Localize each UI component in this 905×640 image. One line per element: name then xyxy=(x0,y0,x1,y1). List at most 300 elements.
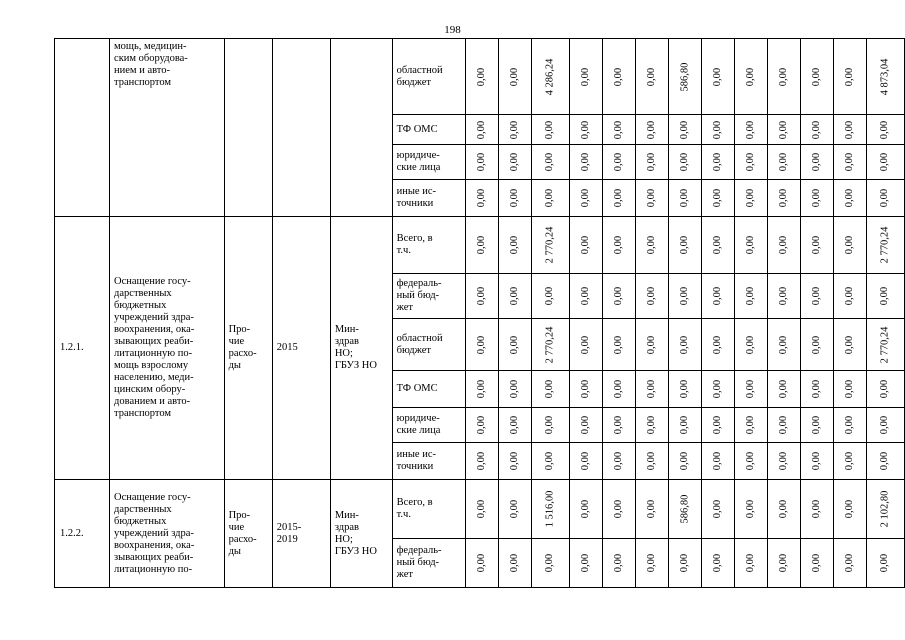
row-period: 2015 xyxy=(272,217,330,480)
value-text: 0,00 xyxy=(476,335,488,354)
value-text: 0,00 xyxy=(612,286,624,306)
funding-source: иные ис- точники xyxy=(392,443,466,480)
value-cell xyxy=(499,39,532,115)
value-text: 0,00 xyxy=(879,120,891,139)
value-text: 0,00 xyxy=(509,120,521,139)
value-cell xyxy=(801,443,834,480)
table-row xyxy=(55,217,905,274)
value-text: 0,00 xyxy=(879,553,891,573)
value-text: 0,00 xyxy=(476,379,488,399)
value-text: 0,00 xyxy=(476,188,488,208)
value-cell xyxy=(668,371,702,408)
value-text: 0,00 xyxy=(811,335,823,354)
value-cell xyxy=(499,408,532,443)
value-cell xyxy=(834,480,867,539)
value-cell xyxy=(499,274,532,319)
value-text: 0,00 xyxy=(778,235,790,255)
value-text: 0,00 xyxy=(778,152,790,172)
value-text: 0,00 xyxy=(645,120,657,139)
value-text: 0,00 xyxy=(778,67,790,86)
value-text: 0,00 xyxy=(645,415,657,435)
value-text: 0,00 xyxy=(579,188,591,208)
value-text: 0,00 xyxy=(509,235,521,255)
value-text: 0,00 xyxy=(745,451,757,471)
value-cell xyxy=(602,39,635,115)
value-text: 0,00 xyxy=(745,152,757,172)
row-code xyxy=(55,39,110,217)
value-text: 0,00 xyxy=(544,379,556,399)
value-cell xyxy=(569,408,602,443)
value-cell xyxy=(768,539,801,588)
value-cell xyxy=(735,115,768,145)
value-cell xyxy=(602,217,635,274)
value-cell xyxy=(867,145,905,180)
value-text: 0,00 xyxy=(476,235,488,255)
value-cell xyxy=(702,443,735,480)
value-cell xyxy=(466,274,499,319)
value-text: 0,00 xyxy=(476,499,488,519)
value-cell xyxy=(801,371,834,408)
value-cell xyxy=(532,145,570,180)
value-text: 2 770,24 xyxy=(544,326,556,363)
value-cell xyxy=(668,180,702,217)
value-text: 0,00 xyxy=(544,188,556,208)
value-cell xyxy=(867,180,905,217)
value-text: 0,00 xyxy=(645,286,657,306)
funding-source: юридиче- ские лица xyxy=(392,145,466,180)
value-cell xyxy=(801,408,834,443)
value-text: 0,00 xyxy=(509,499,521,519)
value-cell xyxy=(466,371,499,408)
value-cell xyxy=(602,443,635,480)
value-cell xyxy=(834,539,867,588)
value-text: 0,00 xyxy=(579,120,591,139)
funding-source: Всего, в т.ч. xyxy=(392,217,466,274)
value-text: 0,00 xyxy=(778,120,790,139)
value-text: 0,00 xyxy=(778,188,790,208)
value-cell xyxy=(702,408,735,443)
value-cell xyxy=(702,217,735,274)
value-text: 0,00 xyxy=(679,120,691,139)
value-cell xyxy=(532,319,570,371)
value-text: 0,00 xyxy=(579,152,591,172)
value-cell xyxy=(801,480,834,539)
value-cell xyxy=(466,115,499,145)
value-cell xyxy=(801,180,834,217)
value-cell xyxy=(668,443,702,480)
value-cell xyxy=(768,115,801,145)
funding-source: федераль- ный бюд- жет xyxy=(392,274,466,319)
value-text: 0,00 xyxy=(811,67,823,86)
value-text: 0,00 xyxy=(745,188,757,208)
value-text: 0,00 xyxy=(879,188,891,208)
value-cell xyxy=(635,145,668,180)
value-text: 0,00 xyxy=(509,379,521,399)
value-cell xyxy=(834,217,867,274)
value-cell xyxy=(735,371,768,408)
value-cell xyxy=(735,180,768,217)
value-text: 0,00 xyxy=(509,67,521,86)
value-cell xyxy=(735,408,768,443)
value-cell xyxy=(834,180,867,217)
value-text: 0,00 xyxy=(612,235,624,255)
value-cell xyxy=(569,371,602,408)
row-period: 2015- 2019 xyxy=(272,480,330,588)
value-text: 0,00 xyxy=(509,415,521,435)
value-text: 0,00 xyxy=(712,67,724,86)
value-text: 0,00 xyxy=(745,286,757,306)
value-cell xyxy=(569,443,602,480)
row-expense-type: Про- чие расхо- ды xyxy=(224,217,272,480)
value-text: 0,00 xyxy=(476,553,488,573)
value-text: 0,00 xyxy=(712,152,724,172)
value-text: 0,00 xyxy=(844,335,856,354)
value-text: 0,00 xyxy=(811,415,823,435)
value-cell xyxy=(466,39,499,115)
value-text: 0,00 xyxy=(679,152,691,172)
value-text: 0,00 xyxy=(778,451,790,471)
value-text: 0,00 xyxy=(645,499,657,519)
value-text: 0,00 xyxy=(476,286,488,306)
value-cell xyxy=(499,319,532,371)
value-text: 2 770,24 xyxy=(879,226,891,264)
value-cell xyxy=(569,539,602,588)
value-cell xyxy=(499,480,532,539)
value-cell xyxy=(735,539,768,588)
value-text: 0,00 xyxy=(645,379,657,399)
table-row xyxy=(55,480,905,539)
value-cell xyxy=(801,319,834,371)
funding-source: областной бюджет xyxy=(392,319,466,371)
value-text: 0,00 xyxy=(745,553,757,573)
row-executor xyxy=(330,39,392,217)
value-text: 0,00 xyxy=(844,499,856,519)
value-text: 0,00 xyxy=(645,67,657,86)
value-text: 0,00 xyxy=(645,451,657,471)
value-text: 0,00 xyxy=(712,379,724,399)
value-text: 0,00 xyxy=(579,286,591,306)
funding-source: ТФ ОМС xyxy=(392,115,466,145)
value-text: 0,00 xyxy=(544,415,556,435)
value-text: 0,00 xyxy=(612,152,624,172)
value-text: 586,80 xyxy=(679,62,691,91)
value-cell xyxy=(532,115,570,145)
value-cell xyxy=(635,217,668,274)
value-text: 0,00 xyxy=(476,67,488,86)
value-cell xyxy=(466,443,499,480)
value-cell xyxy=(735,274,768,319)
value-cell xyxy=(602,539,635,588)
value-cell xyxy=(735,443,768,480)
value-cell xyxy=(635,443,668,480)
value-text: 0,00 xyxy=(844,415,856,435)
value-cell xyxy=(532,539,570,588)
value-cell xyxy=(668,217,702,274)
value-text: 0,00 xyxy=(712,499,724,519)
row-expense-type: Про- чие расхо- ды xyxy=(224,480,272,588)
value-text: 0,00 xyxy=(879,379,891,399)
value-cell xyxy=(466,180,499,217)
budget-table xyxy=(54,38,905,588)
value-cell xyxy=(668,115,702,145)
value-text: 2 770,24 xyxy=(879,326,891,363)
value-text: 0,00 xyxy=(679,415,691,435)
row-executor: Мин- здрав НО; ГБУЗ НО xyxy=(330,480,392,588)
value-text: 0,00 xyxy=(844,286,856,306)
value-text: 0,00 xyxy=(544,553,556,573)
row-name: мощь, медицин- ским оборудова- нием и авто- транспортом xyxy=(110,39,225,217)
value-cell xyxy=(635,115,668,145)
value-cell xyxy=(867,217,905,274)
value-cell xyxy=(532,443,570,480)
value-text: 0,00 xyxy=(811,286,823,306)
value-text: 0,00 xyxy=(579,379,591,399)
row-code: 1.2.1. xyxy=(55,217,110,480)
value-text: 0,00 xyxy=(509,335,521,354)
funding-source: областной бюджет xyxy=(392,39,466,115)
value-text: 0,00 xyxy=(844,120,856,139)
value-cell xyxy=(801,145,834,180)
value-text: 0,00 xyxy=(612,379,624,399)
value-cell xyxy=(834,443,867,480)
value-cell xyxy=(867,443,905,480)
value-text: 0,00 xyxy=(712,451,724,471)
value-cell xyxy=(801,274,834,319)
value-cell xyxy=(668,539,702,588)
value-cell xyxy=(768,319,801,371)
value-cell xyxy=(499,180,532,217)
value-text: 0,00 xyxy=(612,553,624,573)
value-cell xyxy=(569,180,602,217)
value-cell xyxy=(768,443,801,480)
value-text: 2 102,80 xyxy=(879,490,891,528)
value-text: 0,00 xyxy=(544,451,556,471)
value-cell xyxy=(834,408,867,443)
value-cell xyxy=(466,408,499,443)
value-cell xyxy=(702,319,735,371)
value-cell xyxy=(532,408,570,443)
value-text: 0,00 xyxy=(745,335,757,354)
value-text: 0,00 xyxy=(745,120,757,139)
value-cell xyxy=(668,319,702,371)
value-text: 2 770,24 xyxy=(544,226,556,264)
value-text: 0,00 xyxy=(844,451,856,471)
value-text: 0,00 xyxy=(879,451,891,471)
value-text: 0,00 xyxy=(645,152,657,172)
value-text: 0,00 xyxy=(645,188,657,208)
value-text: 0,00 xyxy=(679,451,691,471)
value-cell xyxy=(834,274,867,319)
value-cell xyxy=(532,180,570,217)
value-cell xyxy=(867,274,905,319)
value-cell xyxy=(466,539,499,588)
value-text: 0,00 xyxy=(712,335,724,354)
value-text: 0,00 xyxy=(509,188,521,208)
value-text: 0,00 xyxy=(844,67,856,86)
value-cell xyxy=(867,371,905,408)
value-cell xyxy=(499,217,532,274)
value-cell xyxy=(635,371,668,408)
value-text: 0,00 xyxy=(745,67,757,86)
value-cell xyxy=(702,39,735,115)
value-text: 0,00 xyxy=(811,188,823,208)
value-cell xyxy=(834,145,867,180)
value-cell xyxy=(466,145,499,180)
value-text: 0,00 xyxy=(612,499,624,519)
value-cell xyxy=(768,480,801,539)
value-cell xyxy=(569,115,602,145)
value-text: 0,00 xyxy=(645,235,657,255)
value-text: 0,00 xyxy=(712,415,724,435)
value-text: 0,00 xyxy=(811,499,823,519)
value-cell xyxy=(668,408,702,443)
value-cell xyxy=(569,145,602,180)
value-cell xyxy=(602,180,635,217)
value-cell xyxy=(668,480,702,539)
row-name: Оснащение госу- дарственных бюджетных учреждений здра- воохранения, ока- зывающих реаби- литационную по- xyxy=(110,480,225,588)
value-text: 0,00 xyxy=(679,235,691,255)
value-cell xyxy=(768,274,801,319)
value-text: 0,00 xyxy=(778,415,790,435)
value-text: 0,00 xyxy=(579,335,591,354)
funding-source: иные ис- точники xyxy=(392,180,466,217)
value-text: 0,00 xyxy=(745,379,757,399)
value-text: 0,00 xyxy=(579,553,591,573)
value-cell xyxy=(768,371,801,408)
value-text: 0,00 xyxy=(879,415,891,435)
value-cell xyxy=(635,274,668,319)
value-cell xyxy=(602,371,635,408)
value-cell xyxy=(635,319,668,371)
row-expense-type xyxy=(224,39,272,217)
value-text: 0,00 xyxy=(612,188,624,208)
value-text: 0,00 xyxy=(579,235,591,255)
value-text: 0,00 xyxy=(645,335,657,354)
value-cell xyxy=(702,115,735,145)
value-text: 0,00 xyxy=(509,553,521,573)
value-text: 0,00 xyxy=(811,152,823,172)
value-cell xyxy=(668,39,702,115)
value-cell xyxy=(499,443,532,480)
value-cell xyxy=(602,115,635,145)
value-cell xyxy=(735,319,768,371)
value-cell xyxy=(569,39,602,115)
value-text: 0,00 xyxy=(879,286,891,306)
value-cell xyxy=(635,39,668,115)
funding-source: федераль- ный бюд- жет xyxy=(392,539,466,588)
value-cell xyxy=(668,145,702,180)
value-text: 586,80 xyxy=(679,494,691,524)
value-text: 0,00 xyxy=(612,120,624,139)
value-text: 0,00 xyxy=(679,335,691,354)
value-cell xyxy=(702,371,735,408)
value-cell xyxy=(635,180,668,217)
value-cell xyxy=(735,217,768,274)
value-cell xyxy=(466,319,499,371)
funding-source: Всего, в т.ч. xyxy=(392,480,466,539)
value-cell xyxy=(735,39,768,115)
value-cell xyxy=(768,39,801,115)
value-cell xyxy=(867,539,905,588)
value-text: 0,00 xyxy=(544,152,556,172)
value-cell xyxy=(499,371,532,408)
value-cell xyxy=(532,39,570,115)
value-text: 0,00 xyxy=(509,152,521,172)
value-cell xyxy=(569,217,602,274)
value-text: 0,00 xyxy=(778,335,790,354)
value-cell xyxy=(569,480,602,539)
value-text: 0,00 xyxy=(879,152,891,172)
value-cell xyxy=(834,39,867,115)
value-cell xyxy=(602,408,635,443)
value-text: 0,00 xyxy=(612,415,624,435)
value-text: 0,00 xyxy=(778,499,790,519)
value-text: 0,00 xyxy=(476,152,488,172)
value-cell xyxy=(532,274,570,319)
value-cell xyxy=(602,319,635,371)
value-text: 0,00 xyxy=(844,188,856,208)
value-text: 0,00 xyxy=(679,553,691,573)
value-cell xyxy=(801,539,834,588)
value-text: 0,00 xyxy=(811,379,823,399)
value-cell xyxy=(768,408,801,443)
value-cell xyxy=(768,217,801,274)
value-cell xyxy=(635,408,668,443)
value-cell xyxy=(602,480,635,539)
value-text: 0,00 xyxy=(612,67,624,86)
value-text: 0,00 xyxy=(476,120,488,139)
value-cell xyxy=(569,274,602,319)
value-cell xyxy=(801,39,834,115)
value-cell xyxy=(834,319,867,371)
value-cell xyxy=(635,539,668,588)
value-text: 0,00 xyxy=(579,415,591,435)
value-text: 0,00 xyxy=(844,379,856,399)
value-cell xyxy=(867,115,905,145)
value-text: 0,00 xyxy=(679,286,691,306)
value-text: 1 516,00 xyxy=(544,490,556,528)
value-cell xyxy=(466,217,499,274)
value-text: 0,00 xyxy=(712,235,724,255)
value-text: 0,00 xyxy=(679,188,691,208)
value-text: 0,00 xyxy=(579,451,591,471)
value-cell xyxy=(532,371,570,408)
value-text: 0,00 xyxy=(712,286,724,306)
value-text: 0,00 xyxy=(778,286,790,306)
row-code: 1.2.2. xyxy=(55,480,110,588)
value-text: 0,00 xyxy=(778,553,790,573)
value-cell xyxy=(702,180,735,217)
value-text: 0,00 xyxy=(612,451,624,471)
value-text: 0,00 xyxy=(579,67,591,86)
value-cell xyxy=(867,39,905,115)
value-cell xyxy=(499,539,532,588)
value-text: 0,00 xyxy=(612,335,624,354)
value-cell xyxy=(801,115,834,145)
value-cell xyxy=(735,480,768,539)
value-text: 0,00 xyxy=(476,415,488,435)
value-text: 0,00 xyxy=(778,379,790,399)
value-text: 0,00 xyxy=(712,553,724,573)
row-name: Оснащение госу- дарственных бюджетных учреждений здра- воохранения, ока- зывающих реаби- литационную по- мощь взрослому населению, меди- цинским обору- дованием и авто- транспортом xyxy=(110,217,225,480)
row-executor: Мин- здрав НО; ГБУЗ НО xyxy=(330,217,392,480)
funding-source: юридиче- ские лица xyxy=(392,408,466,443)
value-text: 0,00 xyxy=(811,553,823,573)
value-cell xyxy=(532,217,570,274)
value-cell xyxy=(867,480,905,539)
value-cell xyxy=(702,274,735,319)
value-text: 0,00 xyxy=(811,451,823,471)
